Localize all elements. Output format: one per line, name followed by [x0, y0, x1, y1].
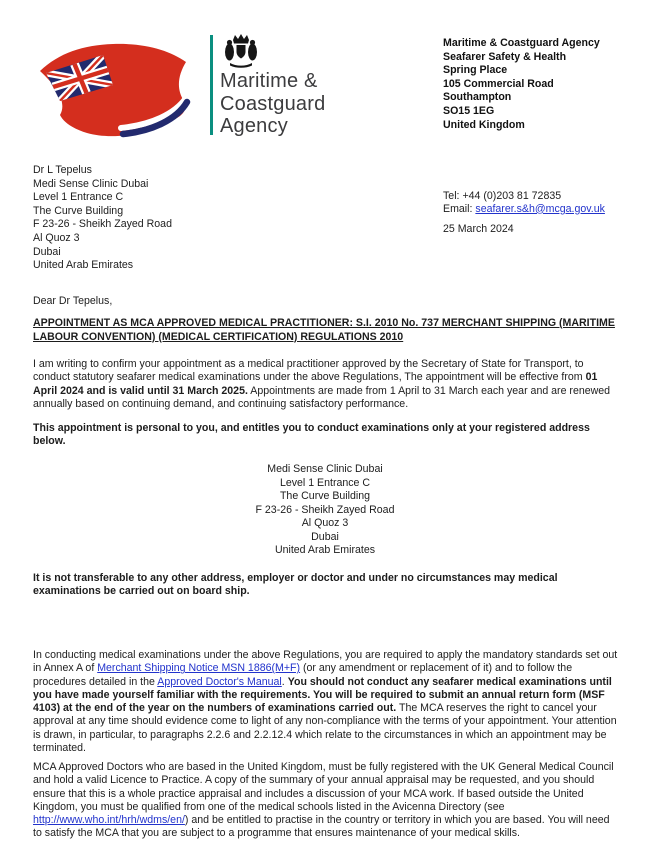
recipient-address — [33, 164, 172, 273]
letter-date: 25 March 2024 — [443, 223, 514, 236]
sender-address-line: SO15 1EG — [443, 104, 495, 117]
para-text: ) and be entitled to practise in the country or territory in which you are based. You will need to satisfy the MCA that you are subject to a programme that ensures maintenance of your medical skills. — [33, 814, 610, 840]
para-text: I am writing to confirm your appointment as a medical practitioner approved by the Secretary of State for Transport, to conduct statutory seafarer medical examinations under the above Regulations, The appointment will be effective from — [33, 358, 586, 384]
para-text: Appointments are made from 1 April to 31 March each year and are renewed annually based on continuing demand, and continuing satisfactory performance. — [33, 384, 611, 410]
email-line — [443, 203, 605, 216]
para-not-transferable: It is not transferable to any other address, employer or doctor and under no circumstances may medical examinations be carried out on board ship. — [33, 572, 558, 598]
registered-address-line: F 23-26 - Sheikh Zayed Road — [255, 503, 395, 516]
recipient-address-line: Medi Sense Clinic Dubai — [33, 177, 149, 190]
sender-address-line: Spring Place — [443, 64, 508, 77]
recipient-address-line: F 23-26 - Sheikh Zayed Road — [33, 218, 172, 231]
para-personal-appointment: This appointment is personal to you, and entitles you to conduct examinations only at your registered address below. — [33, 422, 590, 448]
para-text: The MCA reserves the right to cancel your approval at any time should evidence come to light of any non-compliance with the terms of your appointment. Your attention is drawn, in particular, to paragraphs 2.2.6 and 2.2.12.4 which relate to the circumstances in which an appointment may be terminated. — [33, 702, 617, 755]
registered-address-line: Level 1 Entrance C — [279, 476, 371, 489]
email-label: Email: — [443, 202, 473, 215]
contact-block — [443, 190, 605, 236]
msn-1886-link[interactable]: Merchant Shipping Notice MSN 1886(M+F) — [97, 662, 301, 675]
salutation: Dear Dr Tepelus, — [33, 295, 113, 307]
registered-address-line: Medi Sense Clinic Dubai — [267, 463, 383, 475]
email-link[interactable]: seafarer.s&h@mcga.gov.uk — [475, 202, 605, 215]
sender-address-line: Seafarer Safety & Health — [443, 50, 567, 63]
recipient-address-line: Al Quoz 3 — [33, 231, 80, 244]
recipient-address-line: The Curve Building — [33, 204, 124, 217]
tel-line — [443, 190, 605, 203]
para-gmc-registration — [33, 761, 619, 841]
para-appointment-confirmation — [33, 358, 617, 411]
logo-divider-bar — [210, 35, 213, 135]
subject-heading — [33, 317, 617, 344]
recipient-address-line: Dr L Tepelus — [33, 164, 92, 176]
subject-line: APPOINTMENT AS MCA APPROVED MEDICAL PRACTITIONER: S.I. 2010 No. 737 MERCHANT SHIPPING (MARITIME — [33, 317, 615, 329]
registered-address-line: Dubai — [311, 530, 339, 543]
royal-crest-icon — [221, 30, 261, 70]
validity-dates-bold: 01 April 2024 and is valid until 31 March 2025. — [33, 371, 598, 397]
mca-wordmark — [220, 70, 325, 138]
recipient-address-line: Dubai — [33, 245, 61, 258]
registered-address-line: Al Quoz 3 — [301, 517, 349, 529]
sender-address-line: Southampton — [443, 91, 512, 104]
sender-address-line: United Kingdom — [443, 118, 525, 131]
wordmark-line: Maritime & — [220, 70, 318, 92]
wordmark-line: Coastguard — [220, 92, 326, 115]
red-ensign-flag-logo — [33, 40, 203, 142]
para-text: (or any amendment or replacement of it) and to follow the procedures detailed in the — [33, 662, 573, 688]
sender-address — [443, 37, 600, 132]
para-text: In conducting medical examinations under the above Regulations, you are required to apply the mandatory standards set out in Annex A of — [33, 649, 618, 675]
red-ensign-flag-icon — [33, 40, 203, 142]
subject-line: LABOUR CONVENTION) (MEDICAL CERTIFICATION) REGULATIONS 2010 — [33, 330, 404, 343]
wordmark-line: Agency — [220, 115, 288, 137]
tel-label: Tel: — [443, 190, 460, 202]
para-conduct-requirements — [33, 649, 619, 755]
sender-address-line: 105 Commercial Road — [443, 77, 554, 90]
sender-address-line: Maritime & Coastguard Agency — [443, 37, 600, 49]
para-text: MCA Approved Doctors who are based in the United Kingdom, must be fully registered with the UK General Medical Council and hold a valid Licence to Practice. A copy of the summary of your annual appraisal may be requested, and you should ensure that this is a whole practice appraisal and includes a discussion of your MCA work. If based outside the United Kingdom, you must be qualified from one of the medical schools listed in the Avicenna Directory (see — [33, 761, 614, 813]
requirements-bold: You should not conduct any seafarer medical examinations until you have made yourself familiar with the requirements. You will be required to submit an annual return form (MSF 4103) at the end of the year on the numbers of examinations carried out. — [33, 675, 612, 715]
who-directory-link[interactable]: http://www.who.int/hrh/wdms/en/ — [33, 814, 185, 827]
registered-address-block — [33, 463, 617, 558]
approved-doctors-manual-link[interactable]: Approved Doctor's Manual — [157, 675, 282, 688]
registered-address-line: The Curve Building — [279, 490, 371, 502]
tel-value: +44 (0)203 81 72835 — [462, 190, 562, 202]
recipient-address-line: United Arab Emirates — [33, 259, 134, 272]
para-text: . — [281, 675, 288, 688]
registered-address-line: United Arab Emirates — [274, 544, 376, 556]
recipient-address-line: Level 1 Entrance C — [33, 191, 124, 204]
